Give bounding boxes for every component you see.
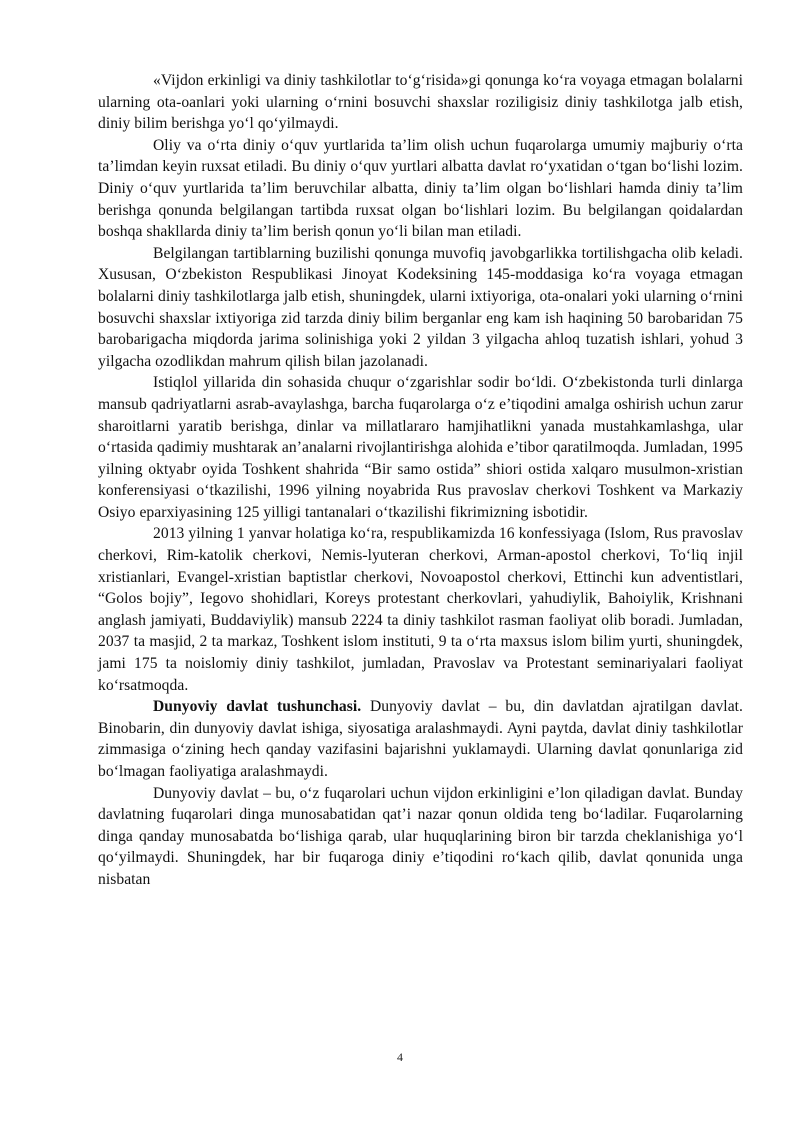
paragraph-text: Dunyoviy davlat – bu, o‘z fuqarolari uchun vijdon erkinligini e’lon qiladigan davlat. Bunday davlatning fuqarolari dinga munosabatidan qat’i nazar qonun oldida teng bo‘ladilar. Fuqarolarning dinga qanday munosabatda bo‘lishiga qarab, ular huquqlarining biron bir tarzda cheklanishiga yo‘l qo‘yilmaydi. Shuningdek, har bir fuqaroga diniy e’tiqodini ro‘kach qilib, davlat qonunida unga nisbatan	[98, 784, 743, 888]
paragraph-text: Oliy va o‘rta diniy o‘quv yurtlarida ta’lim olish uchun fuqarolarga umumiy majburiy o‘rta ta’limdan keyin ruxsat etiladi. Bu diniy o‘quv yurtlari albatta davlat ro‘yxatidan o‘tgan bo‘lishi lozim. Diniy o‘quv yurtlarida ta’lim beruvchilar albatta, diniy ta’lim olgan bo‘lishlari hamda diniy ta’lim berishga qonunda belgilangan tartibda ruxsat olgan bo‘lishlari lozim. Bu belgilangan qoidalardan boshqa shakllarda diniy ta’lim berish qonun yo‘li bilan man etiladi.	[98, 136, 743, 241]
paragraph-secular-state-definition	[98, 696, 743, 782]
document-page	[98, 70, 743, 891]
paragraph-text: Istiqlol yillarida din sohasida chuqur o‘zgarishlar sodir bo‘ldi. O‘zbekistonda turli dinlarga mansub qadriyatlarni asrab-avaylashga, barcha fuqarolarga o‘z e’tiqodini amalga oshirish uchun zarur sharoitlarni yaratib berishga, dinlar va millatlararo hamjihatlikni yanada mustahkamlashga, ular o‘rtasida qadimiy mushtarak an’analarni rivojlantirishga alohida e’tibor qaratilmoqda. Jumladan, 1995 yilning oktyabr oyida Toshkent shahrida “Bir samo ostida” shiori ostida xalqaro musulmon-xristian konferensiyasi o‘tkazilishi, 1996 yilning noyabrida Rus pravoslav cherkovi Toshkent va Markaziy Osiyo eparxiyasining 125 yilligi tantanalari o‘tkazilishi fikrimizning isbotidir.	[98, 374, 743, 521]
section-heading-secular-state: Dunyoviy davlat tushunchasi.	[153, 698, 362, 716]
paragraph-freedom-of-conscience	[98, 783, 743, 891]
paragraph-text: Dunyoviy davlat – bu, din davlatdan ajratilgan davlat. Binobarin, din dunyoviy davlat ishiga, siyosatiga aralashmaydi. Ayni paytda, davlat diniy tashkilotlar zimmasiga o‘zining hech qanday vazifasini bajarishni yuklamaydi. Ularning davlat qonunlariga zid bo‘lmagan faoliyatiga aralashmaydi.	[98, 698, 743, 780]
paragraph-minors-religious-involvement	[98, 70, 743, 135]
paragraph-liability	[98, 243, 743, 373]
paragraph-text: Belgilangan tartiblarning buzilishi qonunga muvofiq javobgarlikka tortilishgacha olib keladi. Xususan, O‘zbekiston Respublikasi Jinoyat Kodeksining 145-moddasiga ko‘ra voyaga etmagan bolalarni diniy tashkilotlarga jalb etish, shuningdek, ularni ixtiyoriga, ota-onalari yoki ularning o‘rnini bosuvchi shaxslar ixtiyoriga zid tarzda diniy bilim berganlar eng kam ish haqining 50 barobaridan 75 barobarigacha miqdorda jarima solinishiga yoki 2 yildan 3 yilgacha ahloq tuzatish ishlari, yohud 3 yilgacha ozodlikdan mahrum qilish bilan jazolanadi.	[98, 244, 743, 370]
paragraph-independence-years	[98, 372, 743, 523]
paragraph-text: 2013 yilning 1 yanvar holatiga ko‘ra, respublikamizda 16 konfessiyaga (Islom, Rus pravoslav cherkovi, Rim-katolik cherkovi, Nemis-lyuteran cherkovi, Arman-apostol cherkovi, To‘liq injil xristianlari, Evangel-xristian baptistlar cherkovi, Novoapostol cherkovi, Ettinchi kun adventistlari, “Golos bojiy”, Iegovo shohidlari, Koreys protestant cherkovlari, yahudiylik, Bahoiylik, Krishnani anglash jamiyati, Buddaviylik) mansub 2224 ta diniy tashkilot rasman faoliyat olib boradi. Jumladan, 2037 ta masjid, 2 ta markaz, Toshkent islom instituti, 9 ta o‘rta maxsus islom bilim yurti, shuningdek, jami 175 ta noislomiy diniy tashkilot, jumladan, Pravoslav va Protestant seminariyalari faoliyat ko‘rsatmoqda.	[98, 525, 743, 694]
paragraph-religious-education	[98, 135, 743, 243]
page-number: 4	[397, 1050, 403, 1064]
paragraph-text: «Vijdon erkinligi va diniy tashkilotlar to‘g‘risida»gi qonunga ko‘ra voyaga etmagan bolalarni ularning ota-oanlari yoki ularning o‘rnini bosuvchi shaxslar roziligisiz diniy tashkilotga jalb etish, diniy bilim berishga yo‘l qo‘yilmaydi.	[98, 72, 743, 133]
paragraph-confessions-statistics	[98, 523, 743, 696]
